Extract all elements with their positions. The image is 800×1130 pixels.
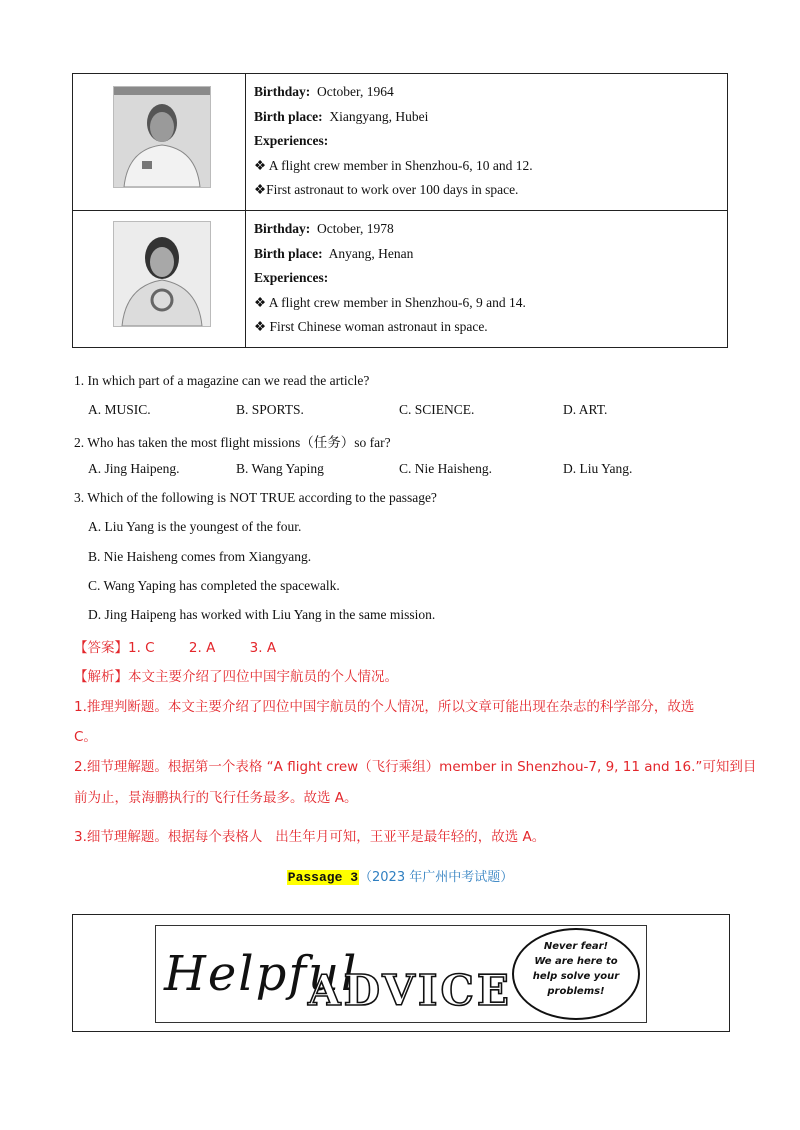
- bubble-line: problems!: [547, 986, 605, 997]
- passage-label: Passage 3: [287, 870, 358, 885]
- analysis-point-3: 3.细节理解题。根据每个表格人 出生年月可知，王亚平是最年轻的，故选 A。: [74, 829, 546, 845]
- option: C. Wang Yaping has completed the spacewalk.: [88, 578, 340, 593]
- photo-cell: [73, 74, 246, 211]
- question-1: 1. In which part of a magazine can we read the article?: [74, 373, 370, 388]
- analysis-summary: 本文主要介绍了四位中国宇航员的个人情况。: [128, 669, 398, 685]
- birthday-label: Birthday:: [254, 221, 311, 236]
- passage-heading: [0, 866, 800, 885]
- astronaut-photo: [113, 221, 211, 327]
- analysis-point-2-cont: 前为止，景海鹏执行的飞行任务最多。故选 A。: [74, 790, 358, 806]
- astronaut-info: [246, 74, 728, 211]
- experience-item: ❖ First Chinese woman astronaut in space.: [254, 319, 488, 334]
- analysis-point-1: 1.推理判断题。本文主要介绍了四位中国宇航员的个人情况，所以文章可能出现在杂志的科学部分，故选: [74, 699, 695, 715]
- answer-label: 【答案】: [74, 640, 128, 656]
- experience-item: ❖ A flight crew member in Shenzhou-6, 9 and 14.: [254, 294, 526, 310]
- option: B. Nie Haisheng comes from Xiangyang.: [88, 549, 312, 564]
- speech-bubble: [512, 928, 640, 1020]
- option: B. SPORTS.: [236, 402, 304, 417]
- experience-item: ❖First astronaut to work over 100 days in space.: [254, 182, 519, 197]
- analysis-label: 【解析】: [74, 669, 128, 685]
- analysis-point-1-cont: C。: [74, 729, 97, 745]
- answer-line: [74, 636, 276, 656]
- birthday-value: October, 1964: [317, 84, 394, 99]
- birthplace-value: Xiangyang, Hubei: [329, 108, 429, 124]
- advice-banner: [72, 914, 730, 1032]
- option: B. Wang Yaping: [236, 461, 324, 476]
- option: C. Nie Haisheng.: [399, 461, 492, 476]
- astronaut-photo: [113, 86, 211, 188]
- question-3: 3. Which of the following is NOT TRUE according to the passage?: [74, 490, 437, 505]
- bubble-line: Never fear!: [543, 941, 609, 952]
- analysis-point-2: 2.细节理解题。根据第一个表格 “A flight crew（飞行乘组）member in Shenzhou-7, 9, 11 and 16.”可知到目: [74, 759, 757, 775]
- option: C. SCIENCE.: [399, 402, 475, 417]
- bubble-line: We are here to: [534, 956, 618, 967]
- astronaut-info: [246, 211, 728, 348]
- analysis-summary-line: [74, 665, 398, 685]
- experiences-label: Experiences:: [254, 270, 329, 285]
- option: A. Jing Haipeng.: [88, 461, 180, 476]
- bubble-line: help solve your: [532, 971, 620, 982]
- option: A. MUSIC.: [88, 402, 151, 417]
- option: D. Jing Haipeng has worked with Liu Yang in the same mission.: [88, 607, 436, 622]
- birthplace-value: Anyang, Henan: [328, 245, 414, 261]
- helpful-word: Helpful: [164, 946, 359, 1002]
- answer-values: 1. C 2. A 3. A: [128, 640, 277, 656]
- astronaut-table: [72, 73, 728, 348]
- birthday-label: Birthday:: [254, 84, 311, 99]
- advice-banner-image: [155, 925, 647, 1023]
- question-2: 2. Who has taken the most flight missions（任务）so far?: [74, 435, 391, 450]
- table-row: [73, 211, 728, 348]
- birthday-value: October, 1978: [317, 221, 394, 236]
- birthplace-label: Birth place:: [254, 108, 323, 124]
- birthplace-label: Birth place:: [254, 245, 323, 261]
- passage-source: （2023 年广州中考试题）: [359, 870, 514, 885]
- option: D. ART.: [563, 402, 608, 417]
- option: A. Liu Yang is the youngest of the four.: [88, 519, 302, 534]
- photo-cell: [73, 211, 246, 348]
- experiences-label: Experiences:: [254, 133, 329, 148]
- experience-item: ❖ A flight crew member in Shenzhou-6, 10 and 12.: [254, 157, 533, 173]
- advice-word: ADVICE: [308, 966, 512, 1015]
- table-row: [73, 74, 728, 211]
- option: D. Liu Yang.: [563, 461, 633, 476]
